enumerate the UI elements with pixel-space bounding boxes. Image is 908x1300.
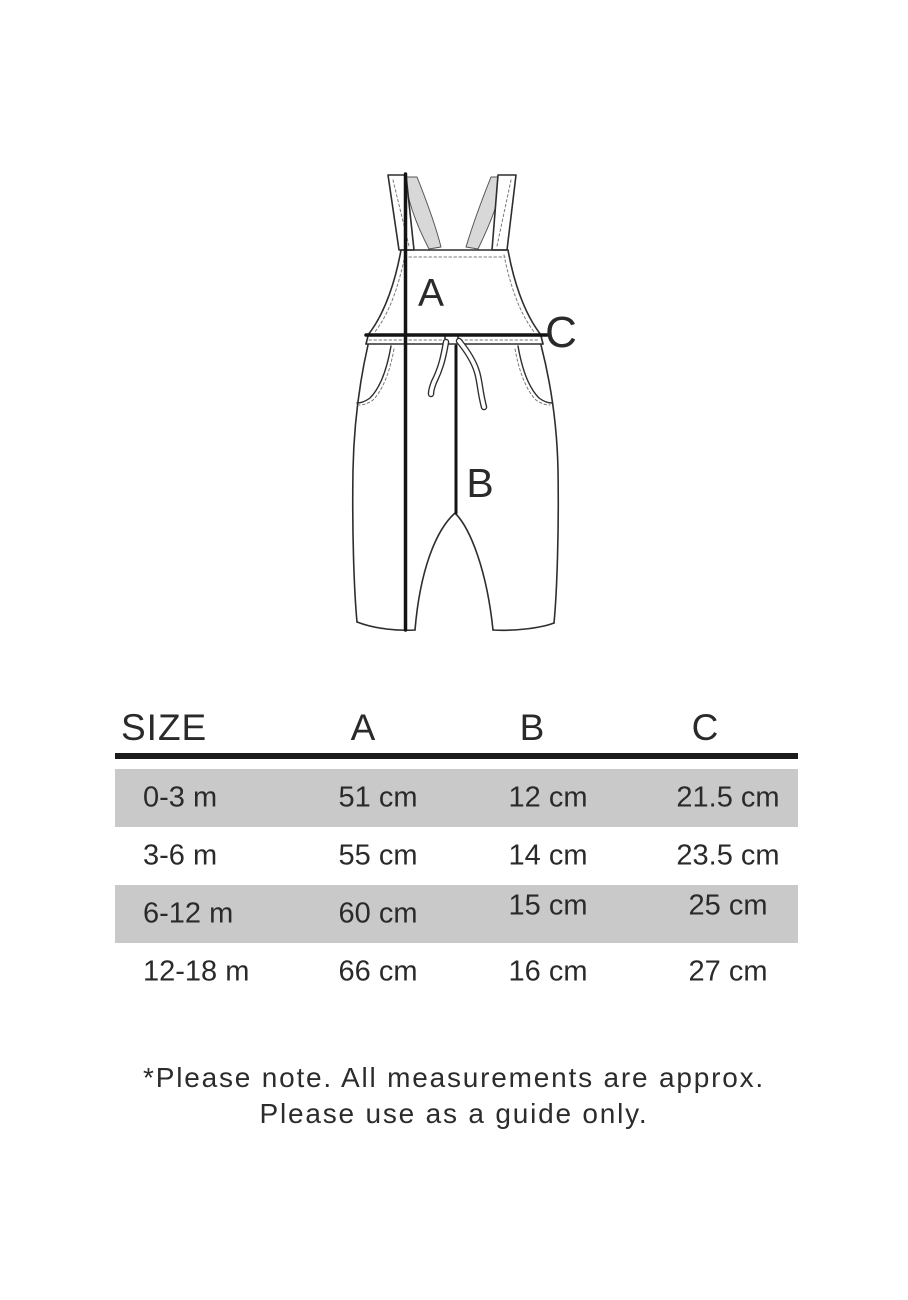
a-cell: 66 cm (338, 955, 418, 988)
c-cell: 21.5 cm (676, 781, 780, 814)
footnote (0, 1060, 908, 1132)
waistband-right-cap (541, 336, 543, 344)
bib-right-edge (508, 250, 541, 335)
table-row (115, 943, 798, 1001)
b-cell: 16 cm (508, 955, 588, 988)
left-outer-seam (353, 345, 368, 622)
bib-left-edge (368, 250, 401, 335)
bib (368, 250, 541, 335)
right-outer-seam (541, 345, 558, 623)
col-header-b: B (519, 707, 545, 748)
measurement-lines (366, 174, 547, 630)
size-cell: 12-18 m (143, 955, 250, 988)
table-header-rule (115, 753, 798, 759)
b-cell: 14 cm (508, 839, 588, 872)
drawstring-left-inner (431, 342, 446, 394)
footnote-line-1: *Please note. All measurements are approx. (143, 1062, 765, 1093)
col-header-c: C (691, 707, 719, 748)
table-row (115, 769, 798, 827)
footnote-line-2: Please use as a guide only. (259, 1098, 649, 1129)
waistband-left-cap (366, 336, 368, 344)
c-cell: 23.5 cm (676, 839, 780, 872)
waistband (366, 336, 543, 344)
crotch-curve (415, 513, 493, 630)
size-cell: 6-12 m (143, 897, 234, 930)
right-hem (493, 623, 554, 630)
a-cell: 60 cm (338, 897, 418, 930)
c-cell: 25 cm (688, 889, 768, 922)
size-cell: 0-3 m (143, 781, 218, 814)
c-cell: 27 cm (688, 955, 768, 988)
table-row (115, 827, 798, 885)
label-a: A (417, 272, 445, 315)
a-cell: 55 cm (338, 839, 418, 872)
label-c: C (545, 308, 577, 357)
table-body (115, 769, 798, 1001)
a-cell: 51 cm (338, 781, 418, 814)
label-b: B (466, 460, 494, 506)
b-cell: 12 cm (508, 781, 588, 814)
b-cell: 15 cm (508, 889, 588, 922)
size-cell: 3-6 m (143, 839, 218, 872)
col-header-size: SIZE (121, 707, 208, 748)
table-row (115, 885, 798, 943)
col-header-a: A (350, 707, 376, 748)
measurement-labels (418, 272, 577, 506)
back-straps (405, 177, 503, 249)
table-header-row (115, 706, 798, 753)
size-table (115, 706, 798, 1001)
